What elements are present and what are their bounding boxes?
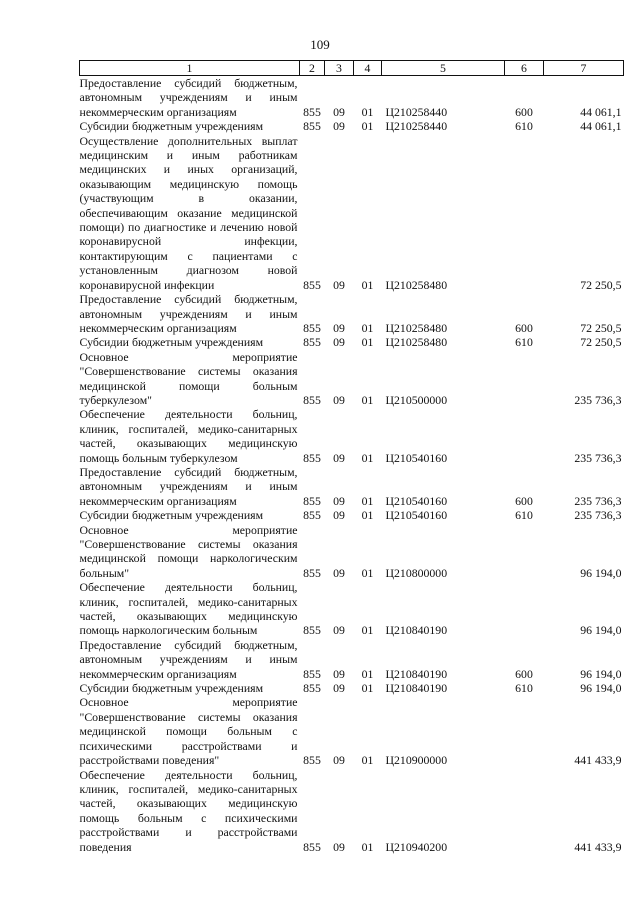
table-row [80, 465, 624, 508]
table-row [80, 681, 624, 695]
row-description: Осуществление дополнительных выплат медицинским и иным работникам медицинских и иных организаций, оказывающим медицинскую помощь (участвующим в оказании, обеспечивающим оказание медицинской помощи) по диагностике и лечению новой коронавирусной инфекции, контактирующим с пациентами с установленным диагнозом новой коронавирусной инфекции [79, 133, 298, 292]
row-ministry-code: 855 [303, 493, 321, 508]
column-header: 5 [382, 61, 505, 76]
row-description: Субсидии бюджетным учреждениям [79, 335, 264, 350]
row-amount: 96 194,0 [580, 666, 622, 681]
row-target-article: Ц210258480 [385, 277, 448, 292]
row-amount: 72 250,5 [580, 320, 622, 335]
column-header: 2 [300, 61, 325, 76]
row-subsection-code: 01 [361, 753, 374, 768]
row-amount: 441 433,9 [574, 839, 622, 854]
page-number: 109 [310, 37, 330, 52]
row-ministry-code: 855 [303, 277, 321, 292]
row-amount: 235 736,3 [574, 493, 622, 508]
row-amount: 72 250,5 [580, 277, 622, 292]
row-target-article: Ц210840190 [385, 623, 448, 638]
column-header: 3 [325, 61, 354, 76]
column-header: 7 [544, 61, 624, 76]
row-subsection-code: 01 [361, 277, 374, 292]
row-target-article: Ц210258440 [385, 119, 448, 134]
row-description: Субсидии бюджетным учреждениям [79, 119, 264, 134]
table-row [80, 335, 624, 349]
row-subsection-code: 01 [361, 392, 374, 407]
row-subsection-code: 01 [361, 666, 374, 681]
table-row [80, 768, 624, 854]
row-subsection-code: 01 [361, 104, 374, 119]
table-row [80, 695, 624, 767]
row-subsection-code: 01 [361, 335, 374, 350]
row-expense-type: 610 [515, 508, 533, 523]
row-subsection-code: 01 [361, 565, 374, 580]
row-amount: 72 250,5 [580, 335, 622, 350]
row-description: Основное мероприятие "Совершенствование системы оказания медицинской помощи наркологическим больным" [79, 522, 298, 580]
row-description: Основное мероприятие "Совершенствование системы оказания медицинской помощи больным с психическими расстройствами и расстройствами поведения" [79, 695, 298, 768]
row-subsection-code: 01 [361, 681, 374, 696]
row-section-code: 09 [333, 119, 345, 134]
row-amount: 441 433,9 [574, 753, 622, 768]
row-section-code: 09 [333, 565, 345, 580]
table-row [80, 292, 624, 335]
table-row [80, 407, 624, 465]
table-row [80, 134, 624, 292]
table-row [80, 638, 624, 681]
table-row [80, 508, 624, 522]
row-target-article: Ц210540160 [385, 450, 448, 465]
row-subsection-code: 01 [361, 450, 374, 465]
row-amount: 235 736,3 [574, 392, 622, 407]
row-subsection-code: 01 [361, 839, 374, 854]
row-subsection-code: 01 [361, 119, 374, 134]
row-subsection-code: 01 [361, 508, 374, 523]
row-target-article: Ц210500000 [385, 392, 448, 407]
row-amount: 96 194,0 [580, 623, 622, 638]
table-row [80, 523, 624, 581]
row-expense-type [505, 134, 544, 292]
row-section-code: 09 [333, 623, 345, 638]
row-target-article: Ц210800000 [385, 565, 448, 580]
row-section-code: 09 [333, 392, 345, 407]
row-expense-type: 610 [515, 335, 533, 350]
row-ministry-code: 855 [303, 839, 321, 854]
row-subsection-code: 01 [361, 623, 374, 638]
row-ministry-code: 855 [303, 681, 321, 696]
table-row [80, 76, 624, 120]
row-section-code: 09 [333, 839, 345, 854]
budget-table [79, 60, 624, 854]
row-expense-type: 600 [515, 493, 533, 508]
row-amount: 44 061,1 [580, 119, 622, 134]
table-row [80, 350, 624, 408]
row-target-article: Ц210840190 [385, 681, 448, 696]
row-description: Обеспечение деятельности больниц, клиник, госпиталей, медико-санитарных частей, оказывающих медицинскую помощь наркологическим больным [79, 580, 298, 638]
row-ministry-code: 855 [303, 392, 321, 407]
row-description: Обеспечение деятельности больниц, клиник, госпиталей, медико-санитарных частей, оказывающих медицинскую помощь больным с психическими расстройствами и расстройствами поведения [79, 767, 298, 854]
row-expense-type [505, 350, 544, 408]
row-ministry-code: 855 [303, 666, 321, 681]
row-expense-type [505, 407, 544, 465]
row-section-code: 09 [333, 508, 345, 523]
row-ministry-code: 855 [303, 104, 321, 119]
row-amount: 44 061,1 [580, 104, 622, 119]
row-ministry-code: 855 [303, 119, 321, 134]
row-amount: 235 736,3 [574, 450, 622, 465]
row-amount: 235 736,3 [574, 508, 622, 523]
row-target-article: Ц210540160 [385, 493, 448, 508]
row-section-code: 09 [333, 320, 345, 335]
row-target-article: Ц210900000 [385, 753, 448, 768]
row-description: Субсидии бюджетным учреждениям [79, 681, 264, 696]
row-section-code: 09 [333, 277, 345, 292]
row-target-article: Ц210540160 [385, 508, 448, 523]
row-section-code: 09 [333, 493, 345, 508]
header-row [80, 61, 624, 76]
row-description: Предоставление субсидий бюджетным, автономным учреждениям и иным некоммерческим организациям [79, 76, 298, 119]
row-expense-type: 600 [515, 666, 533, 681]
row-section-code: 09 [333, 335, 345, 350]
row-ministry-code: 855 [303, 335, 321, 350]
row-expense-type [505, 580, 544, 638]
column-header: 4 [354, 61, 382, 76]
row-expense-type [505, 523, 544, 581]
row-ministry-code: 855 [303, 450, 321, 465]
row-expense-type: 600 [515, 104, 533, 119]
row-section-code: 09 [333, 681, 345, 696]
row-description: Предоставление субсидий бюджетным, автономным учреждениям и иным некоммерческим организациям [79, 464, 298, 508]
row-target-article: Ц210840190 [385, 666, 448, 681]
column-header: 6 [505, 61, 544, 76]
row-description: Предоставление субсидий бюджетным, автономным учреждениям и иным некоммерческим организациям [79, 292, 298, 335]
row-expense-type [505, 768, 544, 854]
row-expense-type: 610 [515, 119, 533, 134]
row-section-code: 09 [333, 666, 345, 681]
row-expense-type: 600 [515, 320, 533, 335]
row-target-article: Ц210258440 [385, 104, 448, 119]
row-target-article: Ц210258480 [385, 320, 448, 335]
row-section-code: 09 [333, 104, 345, 119]
row-ministry-code: 855 [303, 320, 321, 335]
row-expense-type [505, 695, 544, 767]
row-subsection-code: 01 [361, 320, 374, 335]
table-row [80, 580, 624, 638]
row-description: Субсидии бюджетным учреждениям [79, 508, 264, 523]
row-description: Основное мероприятие "Совершенствование системы оказания медицинской помощи больным туберкулезом" [79, 349, 298, 407]
row-subsection-code: 01 [361, 493, 374, 508]
row-description: Обеспечение деятельности больниц, клиник, госпиталей, медико-санитарных частей, оказывающих медицинскую помощь больным туберкулезом [79, 407, 298, 465]
row-expense-type: 610 [515, 681, 533, 696]
row-target-article: Ц210940200 [385, 839, 448, 854]
table-row [80, 119, 624, 133]
row-section-code: 09 [333, 450, 345, 465]
row-section-code: 09 [333, 753, 345, 768]
table-body [80, 76, 624, 854]
row-amount: 96 194,0 [580, 565, 622, 580]
row-amount: 96 194,0 [580, 681, 622, 696]
row-description: Предоставление субсидий бюджетным, автономным учреждениям и иным некоммерческим организациям [79, 637, 298, 681]
row-target-article: Ц210258480 [385, 335, 448, 350]
column-header: 1 [80, 61, 300, 76]
row-ministry-code: 855 [303, 565, 321, 580]
row-ministry-code: 855 [303, 508, 321, 523]
row-ministry-code: 855 [303, 623, 321, 638]
row-ministry-code: 855 [303, 753, 321, 768]
